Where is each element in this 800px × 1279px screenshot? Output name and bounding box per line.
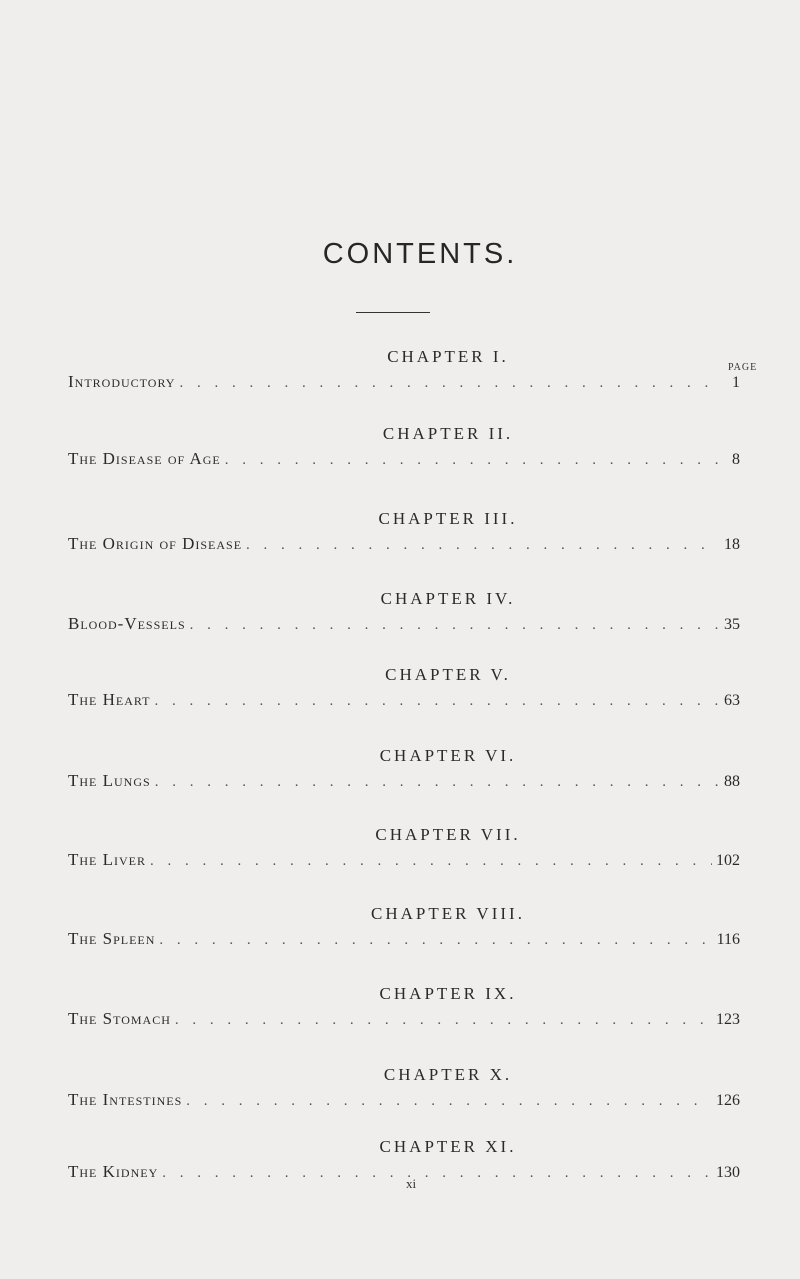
- page-title: CONTENTS.: [322, 238, 518, 270]
- leader-dots: [246, 537, 718, 554]
- chapter-heading: CHAPTER V.: [385, 665, 511, 684]
- toc-line: [68, 1162, 740, 1182]
- toc-line: [68, 850, 740, 870]
- chapter-heading: CHAPTER I.: [387, 347, 509, 366]
- page-folio: xi: [406, 1176, 417, 1191]
- chapter-heading: CHAPTER VIII.: [371, 904, 525, 923]
- toc-title: The Lungs: [68, 771, 151, 790]
- toc-title: The Stomach: [68, 1009, 171, 1028]
- toc-page: 88: [724, 773, 740, 790]
- toc-line: [68, 690, 740, 710]
- toc-page: 130: [716, 1164, 740, 1181]
- toc-entry: [68, 347, 740, 427]
- chapter-heading: CHAPTER VI.: [379, 746, 517, 765]
- toc-title: The Origin of Disease: [68, 534, 243, 553]
- toc-page: 126: [716, 1092, 740, 1109]
- toc-title: The Intestines: [68, 1090, 183, 1109]
- leader-dots: [155, 693, 718, 710]
- toc-entry: [68, 589, 740, 669]
- title-rule: [356, 312, 430, 313]
- toc-page: 116: [716, 931, 740, 948]
- toc-page: 1: [732, 374, 740, 391]
- toc-line: [68, 771, 740, 791]
- toc-entry: [68, 1065, 740, 1145]
- toc-page: 123: [716, 1011, 740, 1028]
- toc-entry: [68, 984, 740, 1064]
- chapter-heading: CHAPTER IX.: [379, 984, 517, 1003]
- toc-line: [68, 614, 740, 634]
- toc-line: [68, 1009, 740, 1029]
- leader-dots: [162, 1165, 712, 1182]
- leader-dots: [175, 1012, 712, 1029]
- chapter-heading: CHAPTER VII.: [375, 825, 521, 844]
- toc-title: The Spleen: [68, 929, 156, 948]
- toc-line: [68, 1090, 740, 1110]
- page-column-label: PAGE: [728, 362, 758, 373]
- leader-dots: [159, 932, 712, 949]
- chapter-heading: CHAPTER X.: [383, 1065, 513, 1084]
- toc-line: [68, 449, 740, 469]
- leader-dots: [225, 452, 718, 469]
- toc-entry: [68, 509, 740, 589]
- toc-entry: [68, 1137, 740, 1217]
- toc-title: The Kidney: [68, 1162, 159, 1181]
- toc-page: 63: [724, 692, 740, 709]
- leader-dots: [150, 853, 712, 870]
- toc-entry: [68, 424, 740, 504]
- chapter-heading: CHAPTER III.: [378, 509, 518, 528]
- toc-page: 35: [724, 616, 740, 633]
- chapter-heading: CHAPTER IV.: [380, 589, 516, 608]
- toc-title: Introductory: [68, 372, 176, 391]
- toc-line: [68, 534, 740, 554]
- toc-page: 18: [724, 536, 740, 553]
- toc-entry: [68, 825, 740, 905]
- toc-entry: [68, 746, 740, 826]
- chapter-heading: CHAPTER II.: [382, 424, 514, 443]
- toc-page: 102: [716, 852, 740, 869]
- toc-line: [68, 929, 740, 949]
- leader-dots: [155, 774, 718, 791]
- toc-entry: [68, 665, 740, 745]
- toc-title: The Disease of Age: [68, 449, 221, 468]
- toc-page: 8: [732, 451, 740, 468]
- leader-dots: [186, 1093, 712, 1110]
- toc-line: [68, 372, 740, 392]
- toc-title: Blood-Vessels: [68, 614, 186, 633]
- toc-title: The Liver: [68, 850, 147, 869]
- toc-title: The Heart: [68, 690, 151, 709]
- toc-entry: [68, 904, 740, 984]
- leader-dots: [179, 375, 718, 392]
- chapter-heading: CHAPTER XI.: [379, 1137, 517, 1156]
- leader-dots: [190, 617, 718, 634]
